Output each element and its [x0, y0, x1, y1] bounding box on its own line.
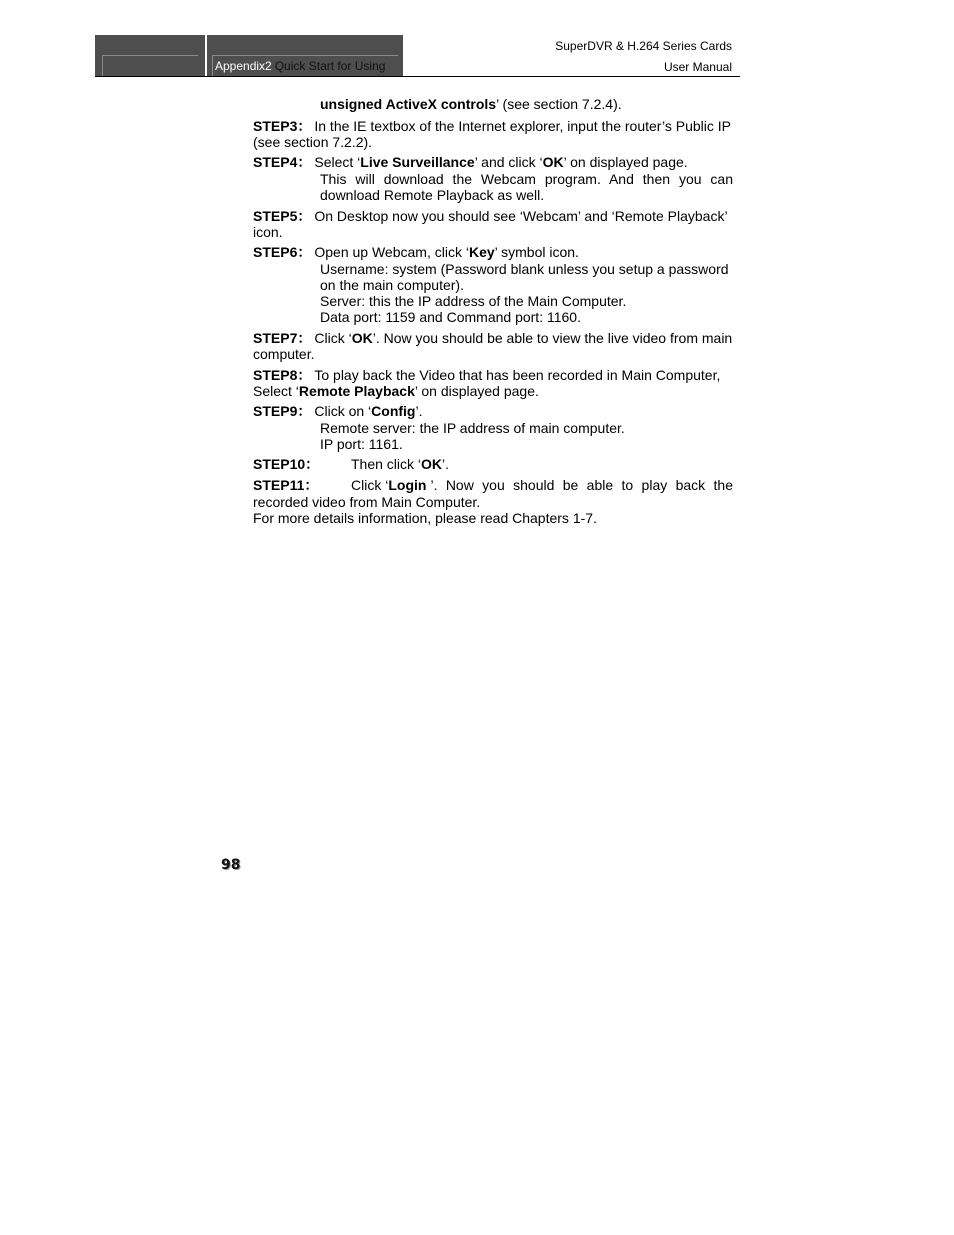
step-label: STEP11： — [253, 477, 319, 493]
step5: STEP5： On Desktop now you should see ‘Webcam’ and ‘Remote Playback’ — [253, 208, 728, 224]
step-label: STEP3： — [253, 118, 312, 134]
page-number: 98 — [221, 857, 241, 873]
step9-line2: Remote server: the IP address of main computer. — [320, 420, 625, 436]
step6-line3: on the main computer). — [320, 277, 464, 293]
step5-line2: icon. — [253, 224, 283, 240]
page-content — [253, 0, 733, 1235]
step6: STEP6： Open up Webcam, click ‘Key’ symbol icon. — [253, 244, 579, 260]
step2-continuation: unsigned ActiveX controls’ (see section 7.2.4). — [320, 96, 622, 112]
step-label: STEP10： — [253, 456, 320, 472]
step-label: STEP6： — [253, 244, 312, 260]
step6-line5: Data port: 1159 and Command port: 1160. — [320, 309, 581, 325]
product-title: SuperDVR & H.264 Series Cards — [555, 39, 732, 53]
step9-line3: IP port: 1161. — [320, 436, 403, 452]
header-decoration — [212, 55, 213, 76]
section-title: Quick Start for Using — [274, 59, 386, 73]
header-decoration — [102, 55, 198, 56]
manual-label: User Manual — [663, 60, 732, 74]
step9: STEP9： Click on ‘Config’. — [253, 403, 423, 419]
step10-text: Then click ‘OK’. — [351, 456, 450, 472]
step6-line4: Server: this the IP address of the Main Computer. — [320, 293, 627, 309]
step-label: STEP7： — [253, 330, 312, 346]
step11-text: Click ‘Login ’. Now you should be able to play back the — [351, 477, 733, 493]
step4: STEP4： Select ‘Live Surveillance’ and click ‘OK’ on displayed page. — [253, 154, 688, 170]
step11-line2: recorded video from Main Computer. — [253, 494, 481, 510]
step-label: STEP4： — [253, 154, 312, 170]
step3: STEP3： In the IE textbox of the Internet explorer, input the router’s Public IP — [253, 118, 731, 134]
step4-line2: This will download the Webcam program. And then you can — [320, 171, 733, 187]
step8: STEP8： To play back the Video that has been recorded in Main Computer, — [253, 367, 721, 383]
step4-line3: download Remote Playback as well. — [320, 187, 545, 203]
step7-line2: computer. — [253, 346, 315, 362]
step-label: STEP8： — [253, 367, 312, 383]
section-label: Appendix2 — [215, 59, 272, 73]
footer-note: For more details information, please read Chapters 1-7. — [253, 510, 597, 526]
step-label: STEP5： — [253, 208, 312, 224]
step8-line2: Select ‘Remote Playback’ on displayed page. — [253, 383, 539, 399]
header-decoration — [102, 55, 103, 76]
step10 — [253, 456, 319, 473]
step6-line2: Username: system (Password blank unless you setup a password — [320, 261, 729, 277]
step-label: STEP9： — [253, 403, 312, 419]
step7: STEP7： Click ‘OK’. Now you should be able to view the live video from main — [253, 330, 733, 346]
step3-line2: (see section 7.2.2). — [253, 134, 373, 150]
step11 — [253, 477, 318, 494]
